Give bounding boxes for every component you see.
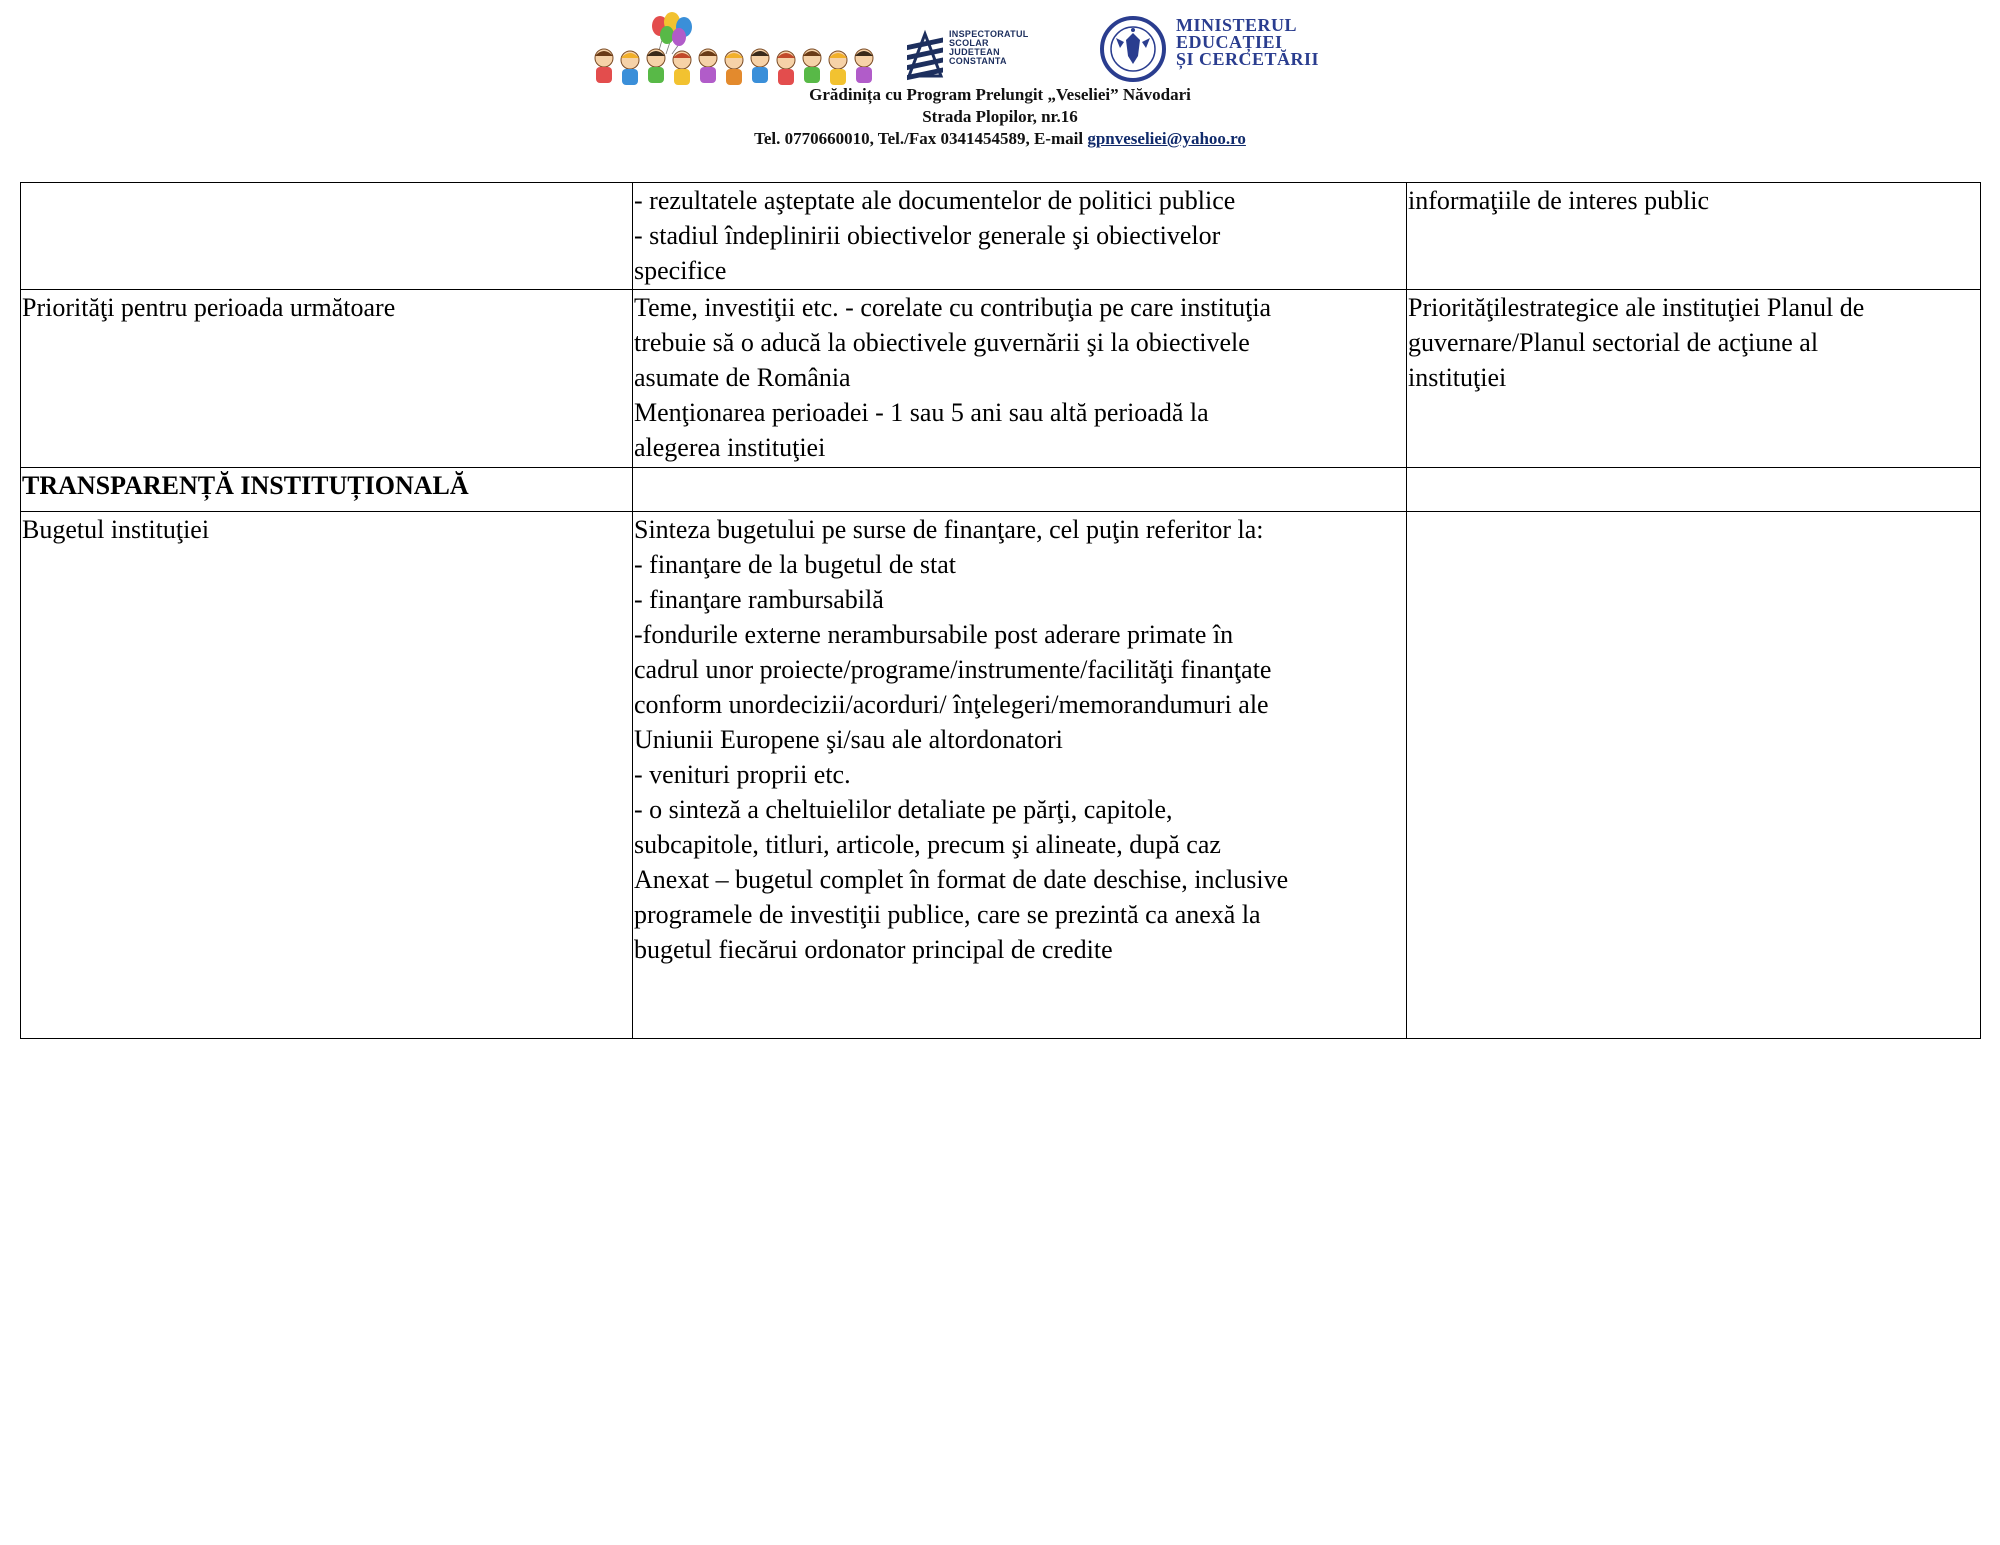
table-row <box>21 512 1981 1039</box>
table-cell-content <box>633 290 1407 468</box>
section-heading-cell <box>21 468 633 512</box>
cell-line: asumate de România <box>634 363 851 392</box>
transparency-table <box>20 182 1981 1039</box>
inspectorate-logo <box>903 24 1063 84</box>
logo-strip <box>588 10 1388 90</box>
cell-line: instituţiei <box>1408 363 1507 392</box>
cell-line: - o sinteză a cheltuielilor detaliate pe părţi, capitole, <box>634 795 1173 824</box>
cell-line: Bugetul instituţiei <box>22 515 210 544</box>
table-cell-content <box>633 183 1407 290</box>
table-row <box>21 183 1981 290</box>
balloons-icon <box>652 12 692 54</box>
cell-line: alegerea instituţiei <box>634 433 826 462</box>
table-cell-source <box>1407 183 1981 290</box>
cell-line: Sinteza bugetului pe surse de finanţare, cel puţin referitor la: <box>634 515 1264 544</box>
cell-line: - stadiul îndeplinirii obiectivelor generale şi obiectivelor <box>634 221 1221 250</box>
cell-line: Teme, investiţii etc. - corelate cu contribuţia pe care instituţia <box>634 293 1272 322</box>
contact-phones: Tel. 0770660010, Tel./Fax 0341454589, E-mail <box>754 129 1088 148</box>
letterhead <box>0 0 2000 160</box>
section-heading: TRANSPARENȚĂ INSTITUȚIONALĂ <box>22 471 469 500</box>
school-name: Grădinița cu Program Prelungit „Veseliei” Năvodari <box>809 85 1191 104</box>
cell-line: subcapitole, titluri, articole, precum şi alineate, după caz <box>634 830 1221 859</box>
cell-line: -fondurile externe nerambursabile post aderare primate în <box>634 620 1234 649</box>
table-cell-source <box>1407 468 1981 512</box>
cell-line: bugetul fiecărui ordonator principal de credite <box>634 935 1113 964</box>
table-cell-content <box>633 468 1407 512</box>
government-seal-icon <box>1100 16 1166 82</box>
cell-line: trebuie să o aducă la obiectivele guvernării şi la obiectivele <box>634 328 1250 357</box>
cell-line: informaţiile de interes public <box>1408 186 1710 215</box>
school-address: Strada Plopilor, nr.16 <box>922 107 1078 126</box>
cell-line: - finanţare rambursabilă <box>634 585 884 614</box>
ministry-name: MINISTERUL EDUCAȚIEI ȘI CERCETĂRII <box>1176 15 1320 69</box>
table-cell-source <box>1407 290 1981 468</box>
table-cell-indicator <box>21 290 633 468</box>
inspectorate-emblem-icon <box>903 24 947 84</box>
inspectorate-name: INSPECTORATUL SCOLAR JUDETEAN CONSTANTA <box>949 29 1029 66</box>
table-cell-content <box>633 512 1407 1039</box>
cell-line: specifice <box>634 256 727 285</box>
table-cell-indicator <box>21 183 633 290</box>
cell-line: - finanţare de la bugetul de stat <box>634 550 956 579</box>
cell-line: - rezultatele aşteptate ale documentelor de politici publice <box>634 186 1236 215</box>
table-row-section <box>21 468 1981 512</box>
table-cell-source <box>1407 512 1981 1039</box>
kindergarten-logo <box>588 10 888 88</box>
cell-line: Priorităţi pentru perioada următoare <box>22 293 396 322</box>
cell-line: cadrul unor proiecte/programe/instrumente/facilităţi finanţate <box>634 655 1272 684</box>
ministry-logo <box>1100 14 1390 84</box>
cell-line: Priorităţilestrategice ale instituţiei Planul de <box>1408 293 1865 322</box>
cell-line: Anexat – bugetul complet în format de date deschise, inclusive <box>634 865 1289 894</box>
cell-line: - venituri proprii etc. <box>634 760 851 789</box>
school-contact-line <box>0 128 2000 150</box>
table-cell-indicator <box>21 512 633 1039</box>
cell-line: Uniunii Europene şi/sau ale altordonatori <box>634 725 1063 754</box>
table-row <box>21 290 1981 468</box>
cell-line: conform unordecizii/acorduri/ înţelegeri/memorandumuri ale <box>634 690 1269 719</box>
email-link[interactable]: gpnveseliei@yahoo.ro <box>1087 129 1246 148</box>
children-row-icon <box>595 49 873 85</box>
cell-line: guvernare/Planul sectorial de acţiune al <box>1408 328 1819 357</box>
cell-line: Menţionarea perioadei - 1 sau 5 ani sau altă perioadă la <box>634 398 1209 427</box>
school-contact-block <box>0 84 2000 150</box>
cell-line: programele de investiţii publice, care se prezintă ca anexă la <box>634 900 1261 929</box>
